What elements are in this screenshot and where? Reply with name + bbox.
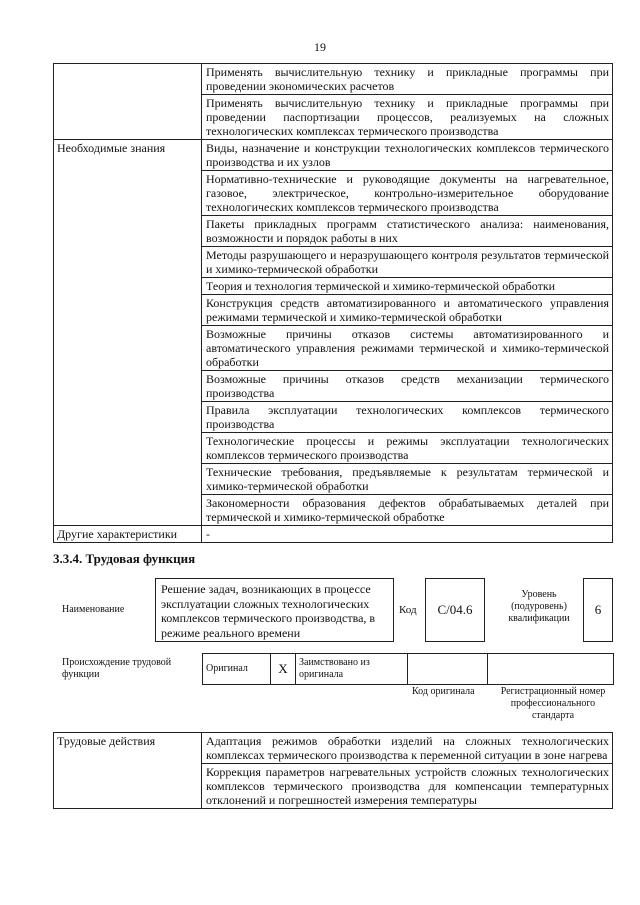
row-value: Возможные причины отказов средств механизации термического производства (202, 371, 613, 402)
function-name-value: Решение задач, возникающих в процессе эксплуатации сложных технологических комплексов термического производства, в режиме реального времени (161, 582, 376, 640)
code-value: C/04.6 (437, 602, 473, 617)
code-label: Код (399, 604, 417, 616)
row-value: Виды, назначение и конструкции технологических комплексов термического производства и их узлов (202, 140, 613, 171)
row-label: Другие характеристики (54, 526, 202, 543)
requirements-table (53, 63, 613, 543)
origin-table (202, 653, 614, 685)
labor-actions-table (53, 732, 613, 809)
function-name-box (155, 578, 394, 642)
row-value: Коррекция параметров нагревательных устройств сложных технологических комплексов термического производства для компенсации температурных отклонений и погрешностей измерения температуры (202, 764, 613, 809)
row-value: Правила эксплуатации технологических комплексов термического производства (202, 402, 613, 433)
borrowed-label: Заимствовано из оригинала (299, 657, 370, 680)
row-value: Применять вычислительную технику и прикладные программы при проведении паспортизации процессов, реализуемых на сложных технологических комплексах термического производства (202, 95, 613, 140)
row-value: Методы разрушающего и неразрушающего контроля результатов термической и химико-термической обработки (202, 247, 613, 278)
original-mark-cell (271, 654, 296, 685)
borrowed-cell (296, 654, 408, 685)
row-value: - (202, 526, 613, 543)
row-value: Технические требования, предъявляемые к результатам термической и химико-термической обработки (202, 464, 613, 495)
row-label: Трудовые действия (54, 733, 202, 809)
reg-number-caption: Регистрационный номер профессионального стандарта (500, 686, 606, 721)
row-label (54, 64, 202, 140)
table-row (54, 733, 613, 764)
original-mark: X (278, 661, 288, 676)
reg-number-cell (488, 654, 614, 685)
level-label: Уровень (подуровень) квалификации (508, 589, 570, 624)
level-value: 6 (594, 602, 602, 617)
row-value: Теория и технология термической и химико-термической обработки (202, 278, 613, 295)
section-heading: 3.3.4. Трудовая функция (53, 551, 196, 566)
page-number: 19 (314, 40, 326, 54)
table-row (54, 526, 613, 543)
code-box (425, 578, 485, 642)
name-label: Наименование (62, 604, 125, 615)
origin-label: Происхождение трудовой функции (62, 657, 172, 680)
level-box (583, 578, 613, 642)
table-row (54, 140, 613, 171)
original-cell (203, 654, 271, 685)
original-label: Оригинал (206, 663, 248, 674)
row-value: Адаптация режимов обработки изделий на сложных технологических комплексах термического производства к переменной ситуации в зоне нагрева (202, 733, 613, 764)
row-value: Применять вычислительную технику и прикладные программы при проведении экономических расчетов (202, 64, 613, 95)
original-code-cell (408, 654, 488, 685)
row-value: Технологические процессы и режимы эксплуатации технологических комплексов термического производства (202, 433, 613, 464)
row-value: Нормативно-технические и руководящие документы на нагревательное, газовое, электрическое, контрольно-измерительное оборудование технологических комплексов термического производства (202, 171, 613, 216)
table-row (54, 64, 613, 95)
row-value: Конструкция средств автоматизированного и автоматического управления режимами термической и химико-термической обработки (202, 295, 613, 326)
row-label: Необходимые знания (54, 140, 202, 526)
row-value: Закономерности образования дефектов обрабатываемых деталей при термической и химико-термической обработке (202, 495, 613, 526)
original-code-caption: Код оригинала (412, 686, 475, 697)
row-value: Возможные причины отказов системы автоматизированного и автоматического управления режимами термической и химико-термической обработки (202, 326, 613, 371)
row-value: Пакеты прикладных программ статистического анализа: наименования, возможности и порядок работы в них (202, 216, 613, 247)
